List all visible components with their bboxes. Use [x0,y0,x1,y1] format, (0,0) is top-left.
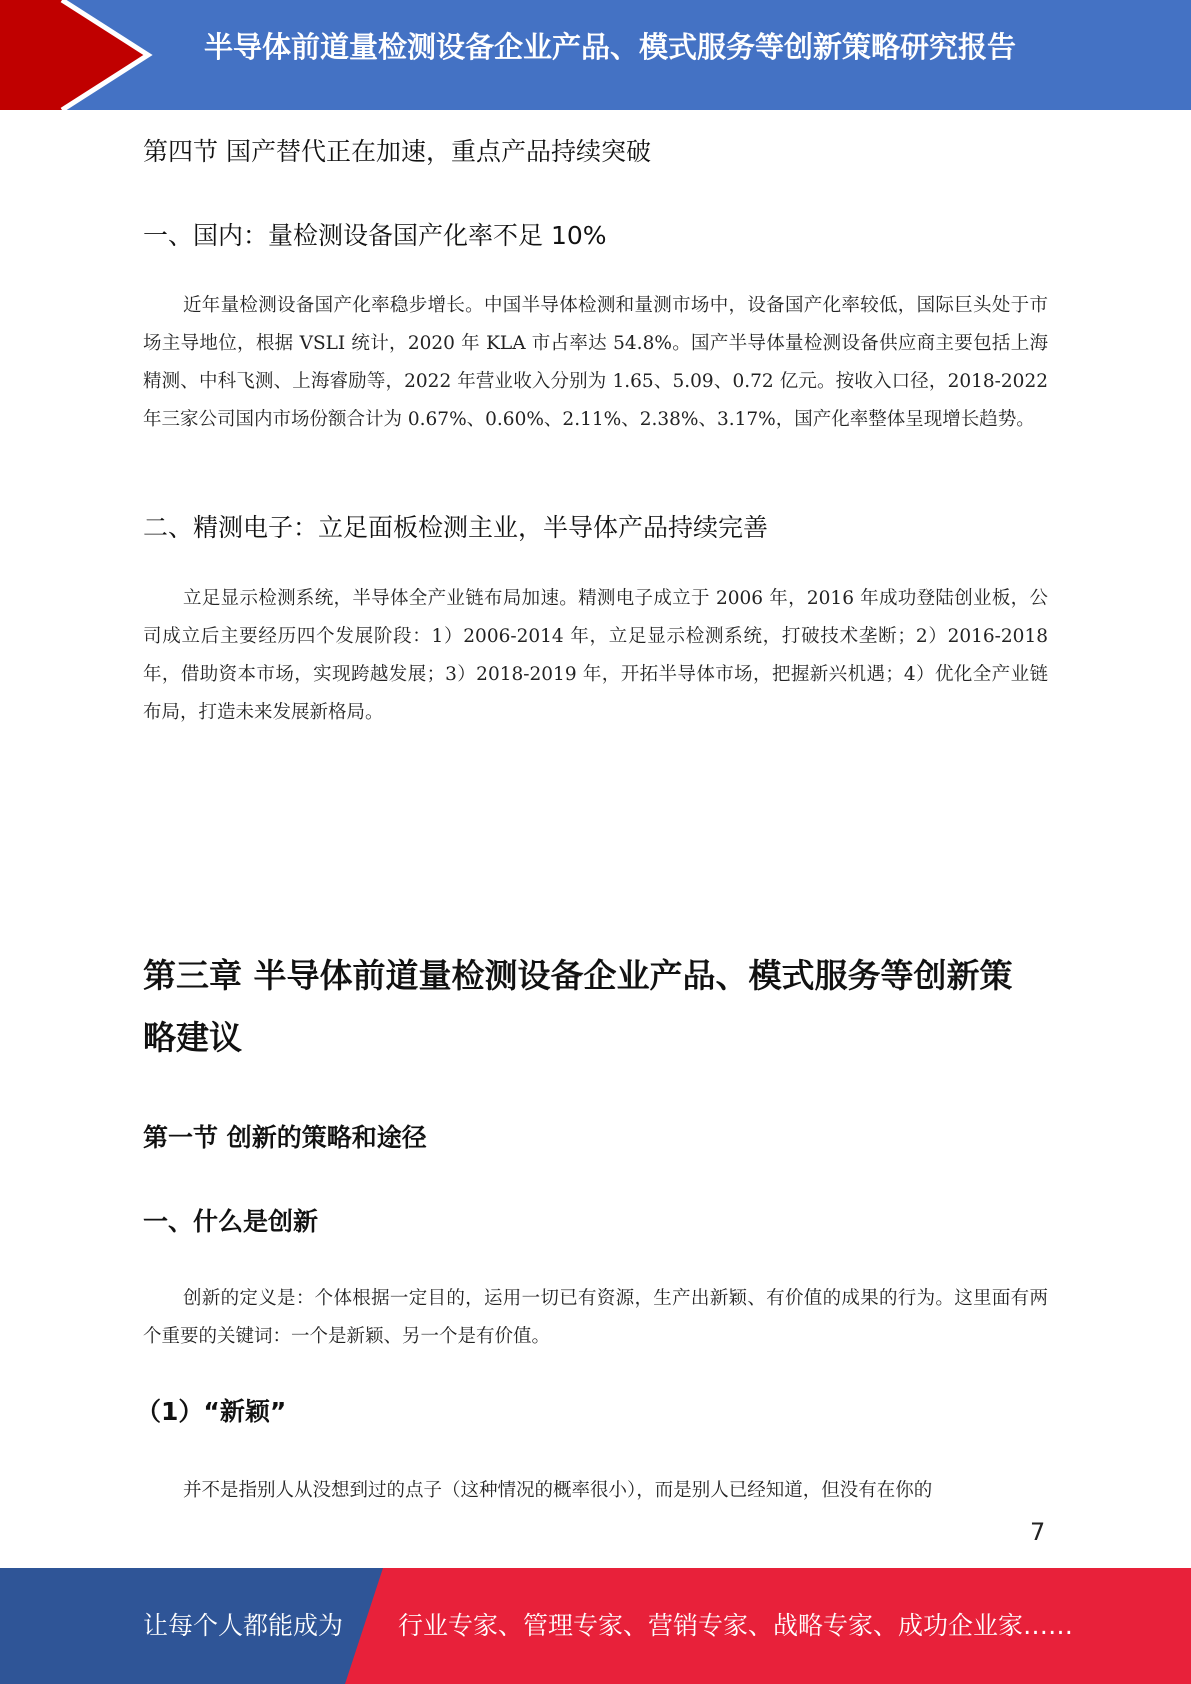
paragraph: 立足显示检测系统，半导体全产业链布局加速。精测电子成立于 2006 年，2016 年成功登陆创业板，公司成立后主要经历四个发展阶段：1）2006-2014 年，立足显示检测系统，打破技术垄断；2）2016-2018 年，借助资本市场，实现跨越发展；3）2018-2019 年，开拓半导体市场，把握新兴机遇；4）优化全产业链布局，打造未来发展新格局。 [143,588,1048,723]
page-footer [0,1568,1191,1684]
subsection-heading: 一、什么是创新 [143,1207,319,1236]
paragraph: 近年量检测设备国产化率稳步增长。中国半导体检测和量测市场中，设备国产化率较低，国际巨头处于市场主导地位，根据 VSLI 统计，2020 年 KLA 市占率达 54.8%。国产半导体量检测设备供应商主要包括上海精测、中科飞测、上海睿励等，2022 年营业收入分别为 1.65、5.09、0.72 亿元。按收入口径，2018-2022 年三家公司国内市场份额合计为 0.67%、0.60%、2.11%、2.38%、3.17%，国产化率整体呈现增长趋势。 [143,295,1048,430]
section-heading: 第一节 创新的策略和途径 [143,1123,427,1152]
section-heading: 第四节 国产替代正在加速，重点产品持续突破 [143,137,651,166]
subsection-heading: 二、精测电子：立足面板检测主业，半导体产品持续完善 [143,513,769,542]
subsection-heading: （1）“新颖” [136,1397,287,1426]
paragraph: 并不是指别人从没想到过的点子（这种情况的概率很小），而是别人已经知道，但没有在你的 [183,1480,933,1501]
footer-slogan-right: 行业专家、管理专家、营销专家、战略专家、成功企业家…… [398,1611,1074,1640]
page-number: 7 [1030,1518,1046,1546]
page-header [0,0,1191,110]
footer-slogan-left: 让每个人都能成为 [143,1611,344,1640]
subsection-heading: 一、国内：量检测设备国产化率不足 10% [143,221,607,250]
chapter-heading: 第三章 半导体前道量检测设备企业产品、模式服务等创新策略建议 [143,956,1013,1057]
header-title: 半导体前道量检测设备企业产品、模式服务等创新策略研究报告 [203,30,1016,64]
paragraph: 创新的定义是：个体根据一定目的，运用一切已有资源，生产出新颖、有价值的成果的行为。这里面有两个重要的关键词：一个是新颖、另一个是有价值。 [143,1288,1048,1347]
